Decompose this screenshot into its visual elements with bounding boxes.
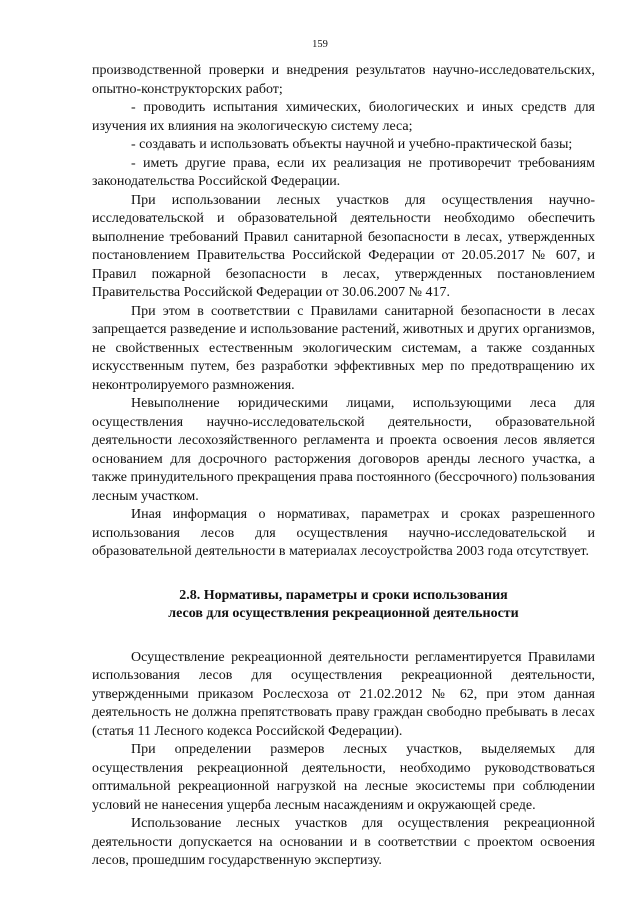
paragraph: - иметь другие права, если их реализация не противоречит требованиям законодательства Российской Федерации. [92, 155, 595, 189]
paragraph: Невыполнение юридическими лицами, использующими леса для осуществления научно-исследовательской деятельности, образовательной деятельности лесохозяйственного регламента и проекта освоения лесов является основанием для досрочного расторжения договоров аренды лесного участка, а также принудительного прекращения права постоянного (бессрочного) пользования лесным участком. [92, 396, 595, 504]
page-number: 159 [312, 39, 328, 50]
paragraph: При определении размеров лесных участков, выделяемых для осуществления рекреационной деятельности, необходимо руководствоваться оптимальной рекреационной нагрузкой на лесные экосистемы при соблюдении условий не нанесения ущерба лесным насаждениям и окружающей среде. [92, 742, 595, 813]
spacer [92, 562, 595, 587]
document-body [92, 62, 595, 871]
paragraph: Использование лесных участков для осуществления рекреационной деятельности допускается на основании и в соответствии с проектом освоения лесов, прошедшим государственную экспертизу. [92, 816, 595, 868]
section-heading-line-2: лесов для осуществления рекреационной деятельности [168, 606, 519, 621]
paragraph: При использовании лесных участков для осуществления научно-исследовательской и образовательной деятельности необходимо обеспечить выполнение требований Правил санитарной безопасности в лесах, утвержденных постановлением Правительства Российской Федерации от 20.05.2017 № 607, и Правил пожарной безопасности в лесах, утвержденных постановлением Правительства Российской Федерации от 30.06.2007 № 417. [92, 192, 595, 300]
spacer [92, 624, 595, 649]
paragraph: - проводить испытания химических, биологических и иных средств для изучения их влияния на экологическую систему леса; [92, 100, 595, 134]
paragraph: Иная информация о нормативах, параметрах и сроках разрешенного использования лесов для осуществления научно-исследовательской и образовательной деятельности в материалах лесоустройства 2003 года отсутствует. [92, 507, 595, 559]
paragraph: производственной проверки и внедрения результатов научно-исследовательских, опытно-конструкторских работ; [92, 63, 595, 97]
paragraph: Осуществление рекреационной деятельности регламентируется Правилами использования лесов для осуществления рекреационной деятельности, утвержденными приказом Рослесхоза от 21.02.2012 № 62, при этом данная деятельность не должна препятствовать праву граждан свободно пребывать в лесах (статья 11 Лесного кодекса Российской Федерации). [92, 649, 595, 739]
section-heading-line-1: 2.8. Нормативы, параметры и сроки использования [179, 587, 508, 603]
paragraph: При этом в соответствии с Правилами санитарной безопасности в лесах запрещается разведение и использование растений, животных и других организмов, не свойственных естественным экологическим системам, а также созданных искусственным путем, без разработки эффективных мер по предотвращению их неконтролируемого размножения. [92, 303, 595, 393]
section-heading [92, 587, 595, 624]
paragraph: - создавать и использовать объекты научной и учебно-практической базы; [131, 137, 573, 152]
